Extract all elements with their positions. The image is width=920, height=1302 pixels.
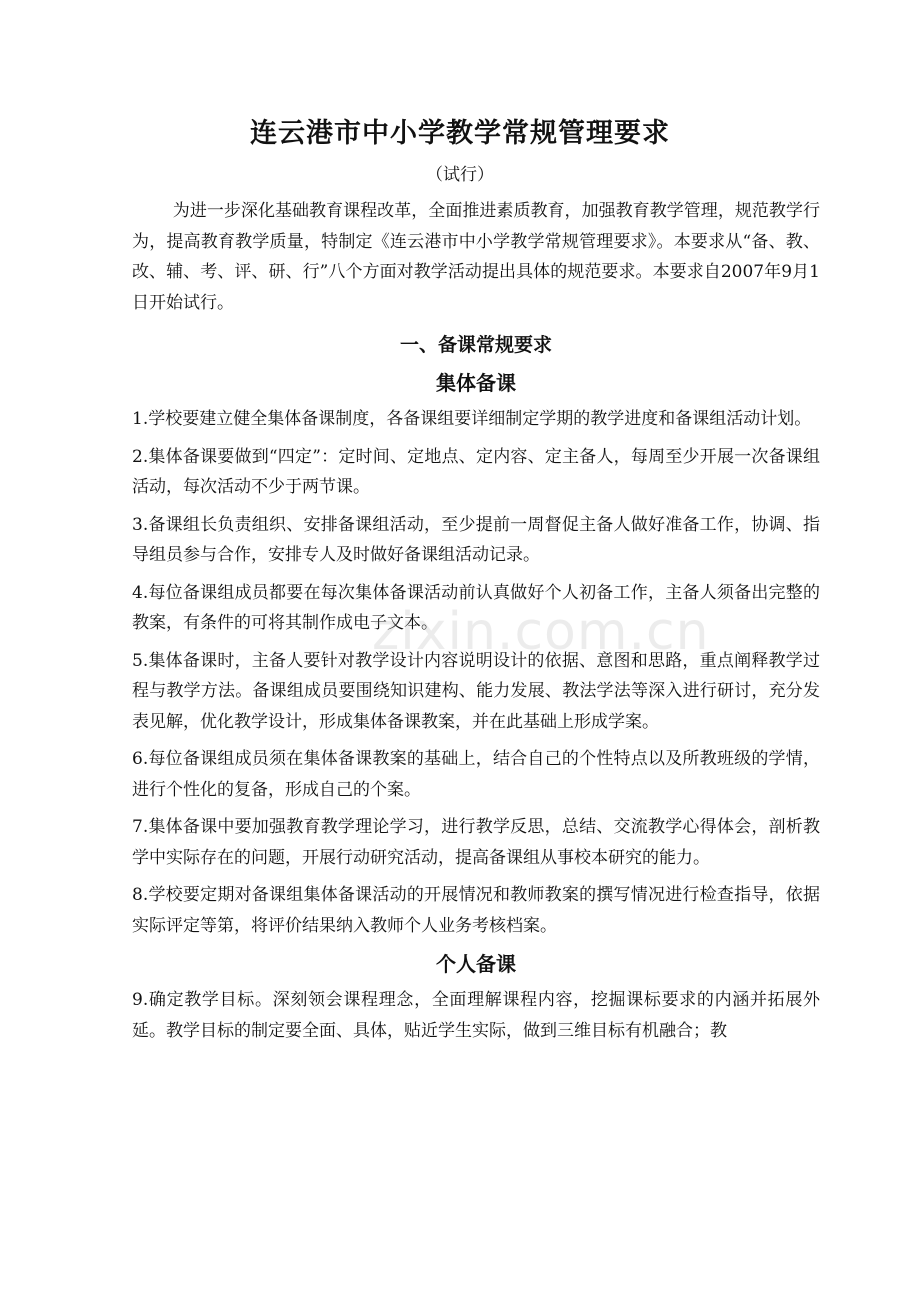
collective-item: 3.备课组长负责组织、安排备课组活动，至少提前一周督促主备人做好准备工作，协调、指导组员参与合作，安排专人及时做好备课组活动记录。	[132, 514, 820, 565]
collective-item: 6.每位备课组成员须在集体备课教案的基础上，结合自己的个性特点以及所教班级的学情，进行个性化的复备，形成自己的个案。	[132, 749, 820, 800]
collective-item: 4.每位备课组成员都要在每次集体备课活动前认真做好个人初备工作，主备人须备出完整的教案，有条件的可将其制作成电子文本。	[132, 582, 820, 633]
document-title: 连云港市中小学教学常规管理要求	[250, 118, 670, 149]
intro-paragraph: 为进一步深化基础教育课程改革，全面推进素质教育，加强教育教学管理，规范教学行为，提高教育教学质量，特制定《连云港市中小学教学常规管理要求》。本要求从“备、教、改、辅、考、评、研、行”八个方面对教学活动提出具体的规范要求。本要求自2007年9月1日开始试行。	[132, 201, 820, 313]
document-subtitle: （试行）	[426, 165, 494, 185]
watermark: zixin.com.cn	[372, 602, 710, 662]
collective-item: 5.集体备课时，主备人要针对教学设计内容说明设计的依据、意图和思路，重点阐释教学过程与教学方法。备课组成员要围绕知识建构、能力发展、教法学法等深入进行研讨，充分发表见解，优化教学设计，形成集体备课教案，并在此基础上形成学案。	[132, 650, 820, 732]
collective-item: 2.集体备课要做到“四定”：定时间、定地点、定内容、定主备人，每周至少开展一次备课组活动，每次活动不少于两节课。	[132, 446, 820, 497]
collective-item: 7.集体备课中要加强教育教学理论学习，进行教学反思，总结、交流教学心得体会，剖析教学中实际存在的问题，开展行动研究活动，提高备课组从事校本研究的能力。	[132, 817, 820, 868]
document-body	[132, 196, 820, 1053]
collective-item: 8.学校要定期对备课组集体备课活动的开展情况和教师教案的撰写情况进行检查指导，依据实际评定等第，将评价结果纳入教师个人业务考核档案。	[132, 885, 820, 936]
collective-item: 1.学校要建立健全集体备课制度，各备课组要详细制定学期的教学进度和备课组活动计划。	[132, 409, 812, 429]
section-heading-lesson-prep: 一、备课常规要求	[399, 334, 552, 356]
subsection-heading-individual: 个人备课	[436, 952, 516, 976]
subsection-heading-collective: 集体备课	[436, 371, 516, 395]
individual-item: 9.确定教学目标。深刻领会课程理念，全面理解课程内容，挖掘课标要求的内涵并拓展外延。教学目标的制定要全面、具体，贴近学生实际，做到三维目标有机融合；教	[132, 990, 820, 1041]
